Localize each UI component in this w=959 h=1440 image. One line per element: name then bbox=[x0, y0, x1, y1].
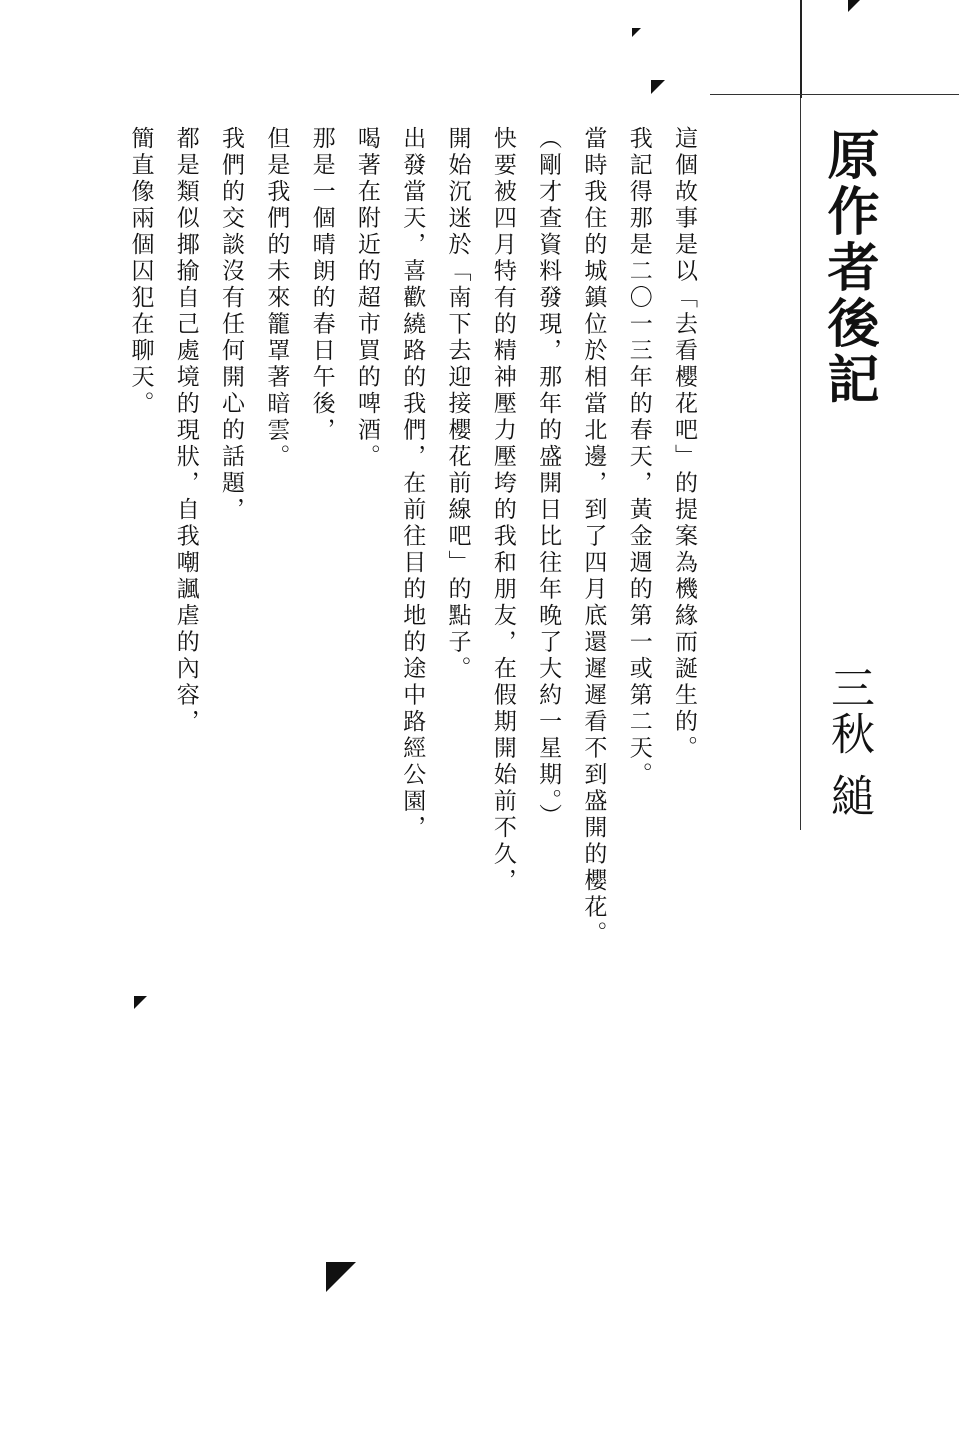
paragraph: 當時我住的城鎮位於相當北邊，到了四月底還遲遲看不到盛開的櫻花。 bbox=[580, 126, 607, 948]
paragraph: 喝著在附近的超市買的啤酒。 bbox=[353, 126, 380, 471]
triangle-ornament-icon bbox=[651, 80, 665, 94]
vertical-rule-top bbox=[800, 0, 802, 98]
triangle-ornament-icon bbox=[134, 996, 147, 1009]
paragraph: 出發當天，喜歡繞路的我們，在前往目的地的途中路經公園， bbox=[399, 126, 426, 842]
triangle-ornament-icon bbox=[632, 28, 641, 37]
paragraph: 我們的交談沒有任何開心的話題， bbox=[218, 126, 245, 524]
body-text bbox=[120, 126, 706, 976]
triangle-ornament-icon bbox=[326, 1262, 356, 1292]
paragraph: 開始沉迷於「南下去迎接櫻花前線吧」的點子。 bbox=[444, 126, 471, 683]
page-title: 原作者後記 bbox=[818, 128, 879, 408]
paragraph: 這個故事是以「去看櫻花吧」的提案為機緣而誕生的。 bbox=[671, 126, 697, 762]
paragraph: 簡直像兩個囚犯在聊天。 bbox=[127, 126, 154, 418]
paragraph: 都是類似揶揄自己處境的現狀，自我嘲諷虐的內容， bbox=[172, 126, 199, 736]
vertical-rule bbox=[800, 98, 801, 830]
horizontal-rule bbox=[710, 94, 959, 95]
paragraph: （剛才查資料發現，那年的盛開日比往年晚了大約一星期。） bbox=[535, 126, 562, 830]
paragraph: 但是我們的未來籠罩著暗雲。 bbox=[263, 126, 290, 471]
paragraph: 快要被四月特有的精神壓力壓垮的我和朋友，在假期開始前不久， bbox=[489, 126, 516, 895]
triangle-ornament-icon bbox=[848, 0, 860, 12]
author-name: 三秋 縋 bbox=[823, 665, 874, 819]
paragraph: 我記得那是二〇一三年的春天，黃金週的第一或第二天。 bbox=[625, 126, 652, 789]
paragraph: 那是一個晴朗的春日午後， bbox=[308, 126, 335, 444]
